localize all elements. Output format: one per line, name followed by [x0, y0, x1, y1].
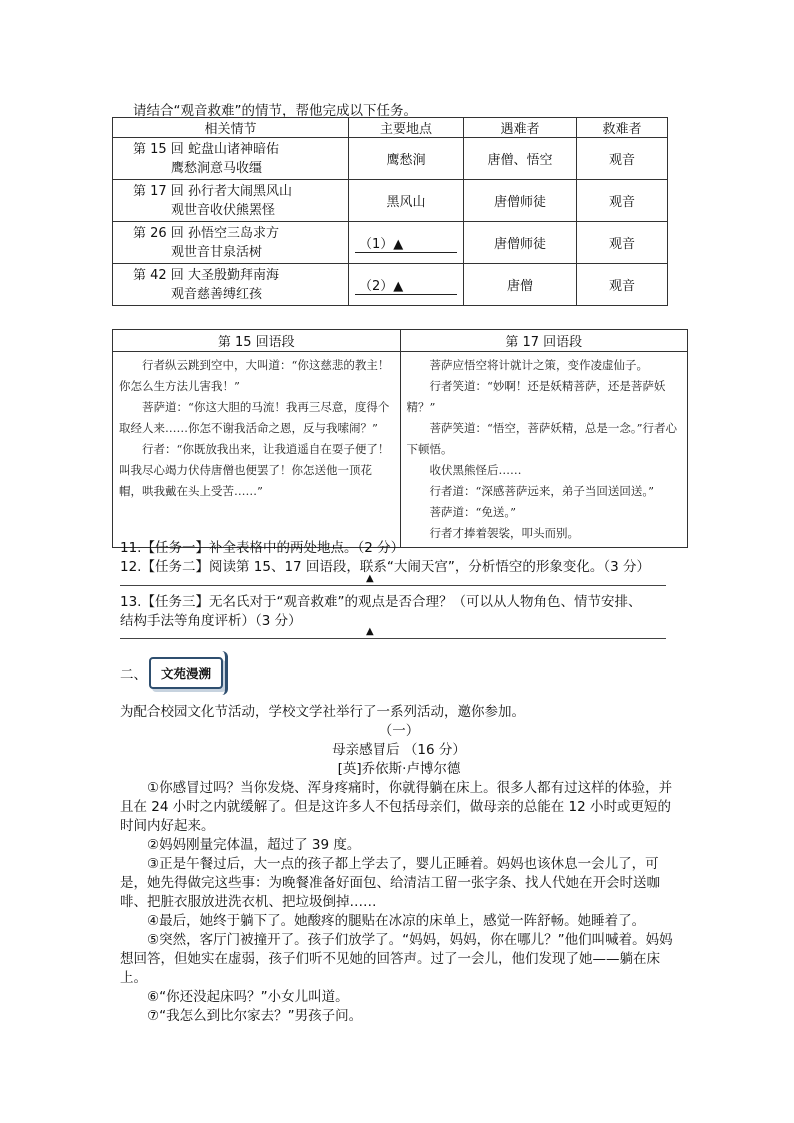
article-paragraph-5: ⑤突然，客厅门被撞开了。孩子们放学了。“妈妈，妈妈，你在哪儿？”他们叫喊着。妈妈想回答，但她实在虚弱，孩子们听不见她的回答声。过了一会儿，他们发现了她——躺在床上。 — [120, 932, 673, 986]
answer-line-13[interactable] — [120, 638, 666, 639]
victim-cell: 唐僧、悟空 — [464, 138, 577, 180]
question-11: 11.【任务一】补全表格中的两处地点。（2 分） — [120, 540, 405, 556]
excerpt-paragraph: 行者道：“深感菩萨远来，弟子当回送回送。” — [429, 484, 655, 498]
col-header-victim: 遇难者 — [464, 118, 577, 138]
plot-cell: 第 26 回 孙悟空三岛求方 观世音甘泉活树 — [113, 222, 349, 264]
article-paragraph-7: ⑦“我怎么到比尔家去？”男孩子问。 — [147, 1008, 363, 1024]
excerpt-paragraph: 菩萨应悟空将计就计之策，变作凌虚仙子。 — [429, 358, 648, 372]
answer-marker: ▲ — [366, 626, 374, 637]
excerpt-paragraph: 收伏黑熊怪后…… — [429, 463, 522, 477]
place-cell: 黑风山 — [349, 180, 464, 222]
table-row — [113, 264, 668, 306]
excerpt-paragraph: 菩萨道：“你这大胆的马流！我再三尽意，度得个取经人来……你怎不谢我活命之恩，反与我嗦闹？” — [119, 400, 390, 435]
article-paragraph-2: ②妈妈刚量完体温，超过了 39 度。 — [147, 837, 361, 853]
place-cell: 鹰愁涧 — [349, 138, 464, 180]
episode-table — [112, 117, 668, 306]
article-paragraph-3: ③正是午餐过后，大一点的孩子都上学去了，婴儿正睡着。妈妈也该休息一会儿了，可是，她先得做完这些事：为晚餐准备好面包、给清洁工留一张字条、找人代她在开会时送咖啡、把脏衣服放进洗衣机、把垃圾倒掉…… — [120, 856, 660, 910]
excerpt-paragraph: 菩萨笑道：“悟空，菩萨妖精，总是一念。”行者心下顿悟。 — [406, 421, 678, 456]
article-author: [英]乔依斯·卢博尔德 — [337, 761, 461, 777]
article-paragraph-6: ⑥“你还没起床吗？”小女儿叫道。 — [147, 989, 349, 1005]
question-13-cont: 结构手法等角度评析）（3 分） — [120, 613, 302, 629]
victim-cell: 唐僧师徒 — [464, 180, 577, 222]
excerpt-header-17: 第 17 回语段 — [400, 330, 688, 352]
question-13: 13.【任务三】无名氏对于“观音救难”的观点是否合理？（可以从人物角色、情节安排、 — [120, 594, 642, 610]
answer-marker: ▲ — [366, 573, 374, 584]
table-row — [113, 222, 668, 264]
excerpt-paragraph: 行者笑道：“妙啊！还是妖精菩萨，还是菩萨妖精？” — [406, 379, 666, 414]
section-number: 二、 — [120, 667, 147, 683]
section-2-heading — [120, 657, 223, 689]
victim-cell: 唐僧 — [464, 264, 577, 306]
section-intro: 为配合校园文化节活动，学校文学社举行了一系列活动，邀你参加。 — [120, 704, 525, 720]
victim-cell: 唐僧师徒 — [464, 222, 577, 264]
excerpt-15 — [113, 352, 401, 548]
excerpt-paragraph: 行者：“你既放我出来，让我逍遥自在耍子便了！叫我尽心竭力伏侍唐僧也便罢了！你怎送他一顶花帽，哄我戴在头上受苦……” — [119, 442, 390, 498]
answer-line-12[interactable] — [120, 585, 666, 586]
article-title: 母亲感冒后 （16 分） — [332, 742, 466, 758]
place-cell — [349, 222, 464, 264]
excerpt-header-15: 第 15 回语段 — [113, 330, 401, 352]
place-cell — [349, 264, 464, 306]
rescuer-cell: 观音 — [577, 180, 668, 222]
article-paragraph-1: ①你感冒过吗？当你发烧、浑身疼痛时，你就得躺在床上。很多人都有过这样的体验，并且在 24 小时之内就缓解了。但是这许多人不包括母亲们，做母亲的总能在 12 小时或更短的时间内好起来。 — [120, 780, 673, 834]
plot-cell: 第 15 回 蛇盘山诸神暗佑 鹰愁涧意马收缰 — [113, 138, 349, 180]
excerpt-paragraph: 行者纵云跳到空中，大叫道：“你这慈悲的教主！你怎么生方法儿害我！” — [119, 358, 390, 393]
table-header-row — [113, 118, 668, 138]
plot-cell: 第 17 回 孙行者大闹黑风山 观世音收伏熊罴怪 — [113, 180, 349, 222]
col-header-rescuer: 救难者 — [577, 118, 668, 138]
rescuer-cell: 观音 — [577, 222, 668, 264]
rescuer-cell: 观音 — [577, 138, 668, 180]
excerpt-table — [112, 329, 688, 548]
excerpt-paragraph: 菩萨道：“免送。” — [429, 505, 517, 519]
task-intro: 请结合“观音救难”的情节，帮他完成以下任务。 — [133, 103, 417, 119]
part-label: （一） — [378, 723, 420, 739]
question-12: 12.【任务二】阅读第 15、17 回语段，联系“大闹天宫”，分析悟空的形象变化。（3 分） — [120, 559, 651, 575]
plot-cell: 第 42 回 大圣殷勤拜南海 观音慈善缚红孩 — [113, 264, 349, 306]
table-row — [113, 180, 668, 222]
rescuer-cell: 观音 — [577, 264, 668, 306]
excerpt-17 — [400, 352, 688, 548]
section-banner: 文苑漫溯 — [149, 657, 223, 689]
answer-blank-1[interactable]: （1）▲ — [355, 233, 457, 253]
answer-blank-2[interactable]: （2）▲ — [355, 275, 457, 295]
table-row — [113, 138, 668, 180]
article-paragraph-4: ④最后，她终于躺下了。她酸疼的腿贴在冰凉的床单上，感觉一阵舒畅。她睡着了。 — [147, 913, 646, 929]
excerpt-paragraph: 行者才捧着袈裟，叩头而别。 — [429, 526, 579, 540]
col-header-place: 主要地点 — [349, 118, 464, 138]
col-header-plot: 相关情节 — [113, 118, 349, 138]
